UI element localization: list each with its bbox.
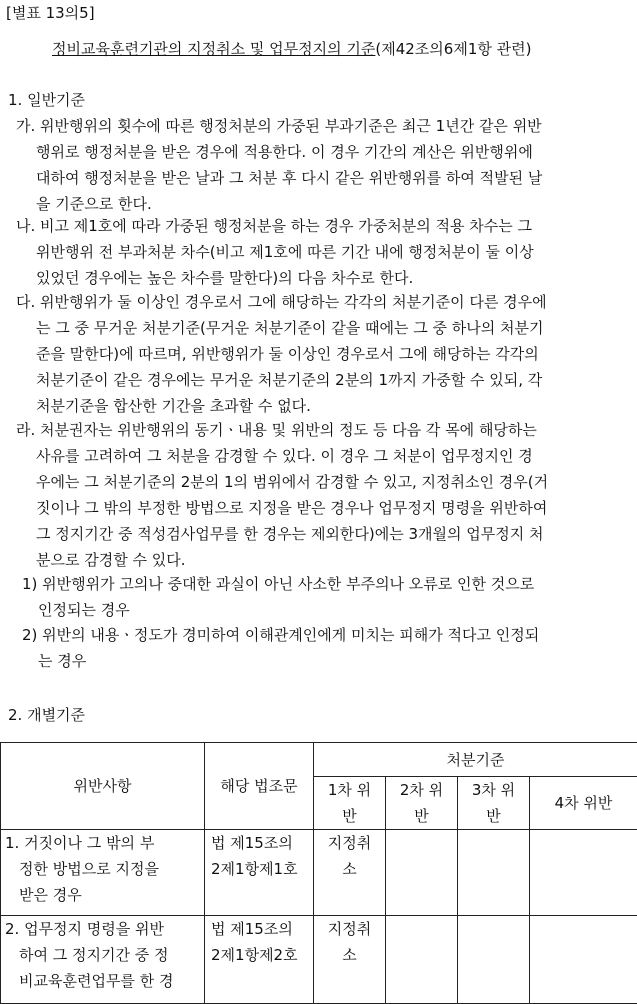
cell-line: 하여 그 정지기간 중 정: [5, 942, 204, 968]
item-line: 나. 비고 제1호에 따라 가중된 행정처분을 하는 경우 가중처분의 적용 차수는 그: [16, 213, 534, 239]
item-line: 위반행위 전 부과처분 차수(비고 제1호에 따른 기간 내에 행정처분이 둘 이상: [16, 239, 534, 265]
header-3rd-violation: [458, 777, 530, 830]
section2-heading: 2. 개별기준: [8, 704, 85, 725]
item-line: 행위로 행정처분을 받은 경우에 적용한다. 이 경우 기간의 계산은 위반행위에: [16, 139, 542, 165]
page-title: [52, 38, 531, 59]
item-line: 대하여 행정처분을 받은 날과 그 처분 후 다시 같은 위반행위를 하여 적발된 날: [16, 165, 542, 191]
title-reference: (제42조의6제1항 관련): [375, 40, 531, 58]
cell-line: 2제1항제1호: [211, 856, 313, 882]
header-law: 해당 법조문: [205, 743, 314, 830]
general-subitem-1: [22, 571, 534, 623]
header-2nd-violation: [386, 777, 458, 830]
cell-line: 정한 방법으로 지정을: [5, 856, 204, 882]
item-line: 우에는 그 처분기준의 2분의 1의 범위에서 감경할 수 있고, 지정취소인 경우(거: [16, 469, 548, 495]
item-line: 짓이나 그 밖의 부정한 방법으로 지정을 받은 경우나 업무정지 명령을 위반하여: [16, 495, 548, 521]
violation-cell: [1, 830, 205, 916]
fourth-violation-cell: [530, 830, 637, 916]
subitem-line: 인정되는 경우: [22, 597, 534, 623]
subitem-line: 1) 위반행위가 고의나 중대한 과실이 아닌 사소한 부주의나 오류로 인한 것으로: [22, 571, 534, 597]
header-violation: 위반사항: [1, 743, 205, 830]
fourth-violation-cell: [530, 916, 637, 1004]
cell-line: 2제1항제2호: [211, 942, 313, 968]
general-item-da: [16, 289, 547, 419]
table-row: [1, 916, 637, 1004]
cell-line: 비교육훈련업무를 한 경: [5, 968, 204, 994]
item-line: 을 기준으로 한다.: [16, 191, 542, 217]
section1-heading: 1. 일반기준: [8, 89, 85, 110]
second-violation-cell: [386, 916, 458, 1004]
cell-line: 법 제15조의: [211, 830, 313, 856]
item-line: 있었던 경우에는 높은 차수를 말한다)의 다음 차수로 한다.: [16, 265, 534, 291]
criteria-table: [0, 742, 637, 1004]
general-item-na: [16, 213, 534, 291]
header-line: 반: [458, 803, 529, 829]
header-line: 반: [314, 803, 385, 829]
general-subitem-2: [22, 622, 539, 674]
annex-label: [별표 13의5]: [6, 2, 95, 23]
item-line: 는 그 중 무거운 처분기준(무거운 처분기준이 같을 때에는 그 중 하나의 처분기: [16, 315, 547, 341]
table-row: [1, 830, 637, 916]
third-violation-cell: [458, 830, 530, 916]
cell-line: 1. 거짓이나 그 밖의 부: [5, 830, 204, 856]
header-4th-violation: 4차 위반: [530, 777, 637, 830]
law-cell: [205, 830, 314, 916]
third-violation-cell: [458, 916, 530, 1004]
item-line: 처분기준이 같은 경우에는 무거운 처분기준의 2분의 1까지 가중할 수 있되, 각: [16, 367, 547, 393]
header-1st-violation: [314, 777, 386, 830]
first-violation-cell: [314, 916, 386, 1004]
item-line: 다. 위반행위가 둘 이상인 경우로서 그에 해당하는 각각의 처분기준이 다른 경우에: [16, 289, 547, 315]
item-line: 사유를 고려하여 그 처분을 감경할 수 있다. 이 경우 그 처분이 업무정지인 경: [16, 443, 548, 469]
header-line: 2차 위: [386, 777, 457, 803]
subitem-line: 는 경우: [22, 648, 539, 674]
item-line: 그 정지기간 중 적성검사업무를 한 경우는 제외한다)에는 3개월의 업무정지 처: [16, 521, 548, 547]
item-line: 라. 처분권자는 위반행위의 동기ㆍ내용 및 위반의 정도 등 다음 각 목에 해당하는: [16, 417, 548, 443]
second-violation-cell: [386, 830, 458, 916]
header-criteria: 처분기준: [314, 743, 637, 777]
cell-line: 2. 업무정지 명령을 위반: [5, 916, 204, 942]
general-item-ra: [16, 417, 548, 573]
cell-line: 지정취: [314, 830, 385, 856]
item-line: 가. 위반행위의 횟수에 따른 행정처분의 가중된 부과기준은 최근 1년간 같은 위반: [16, 113, 542, 139]
item-line: 준을 말한다)에 따르며, 위반행위가 둘 이상인 경우로서 그에 해당하는 각각의: [16, 341, 547, 367]
header-line: 3차 위: [458, 777, 529, 803]
subitem-line: 2) 위반의 내용ㆍ정도가 경미하여 이해관계인에게 미치는 피해가 적다고 인정되: [22, 622, 539, 648]
law-cell: [205, 916, 314, 1004]
general-item-ga: [16, 113, 542, 217]
cell-line: 소: [314, 856, 385, 882]
title-main: 정비교육훈련기관의 지정취소 및 업무정지의 기준: [52, 40, 375, 58]
header-line: 1차 위: [314, 777, 385, 803]
first-violation-cell: [314, 830, 386, 916]
header-line: 반: [386, 803, 457, 829]
cell-line: 받은 경우: [5, 882, 204, 908]
cell-line: 소: [314, 942, 385, 968]
violation-cell: [1, 916, 205, 1004]
item-line: 처분기준을 합산한 기간을 초과할 수 없다.: [16, 393, 547, 419]
cell-line: 지정취: [314, 916, 385, 942]
cell-line: 법 제15조의: [211, 916, 313, 942]
item-line: 분으로 감경할 수 있다.: [16, 547, 548, 573]
